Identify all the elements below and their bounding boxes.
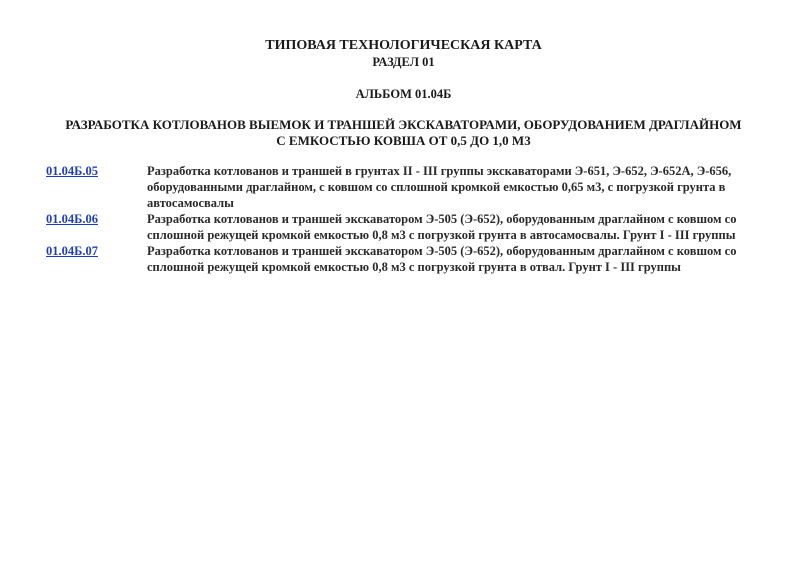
section-label: РАЗДЕЛ 01 <box>372 55 435 69</box>
document-title: ТИПОВАЯ ТЕХНОЛОГИЧЕСКАЯ КАРТА <box>265 38 542 53</box>
list-item <box>46 243 766 275</box>
list-item <box>46 163 766 211</box>
entry-code-link[interactable]: 01.04Б.07 <box>46 244 99 258</box>
album-label: АЛЬБОМ 01.04Б <box>355 87 452 101</box>
entry-description: Разработка котлованов и траншей в грунтах II - III группы экскаваторами Э-651, Э-652, Э-652А, Э-656, оборудованными драглайном, с ковшом со сплошной кромкой емкостью 0,65 м3, с погрузкой грунта в автосамосвалы <box>147 164 732 210</box>
list-item <box>46 211 766 243</box>
album-heading-line2: С ЕМКОСТЬЮ КОВША ОТ 0,5 ДО 1,0 М3 <box>276 133 531 148</box>
entry-code-link[interactable]: 01.04Б.05 <box>46 164 99 178</box>
entry-list <box>46 163 766 275</box>
album-heading-line1: РАЗРАБОТКА КОТЛОВАНОВ ВЫЕМОК И ТРАНШЕЙ ЭКСКАВАТОРАМИ, ОБОРУДОВАНИЕМ ДРАГЛАЙНОМ <box>65 117 742 132</box>
entry-code-link[interactable]: 01.04Б.06 <box>46 212 99 226</box>
entry-description: Разработка котлованов и траншей экскаватором Э-505 (Э-652), оборудованным драглайном с ковшом со сплошной режущей кромкой емкостью 0,8 м3 с погрузкой грунта в отвал. Грунт I - III группы <box>147 244 737 274</box>
entry-description: Разработка котлованов и траншей экскаватором Э-505 (Э-652), оборудованным драглайном с ковшом со сплошной режущей кромкой емкостью 0,8 м3 с погрузкой грунта в автосамосвалы. Грунт I - III группы <box>147 212 737 242</box>
